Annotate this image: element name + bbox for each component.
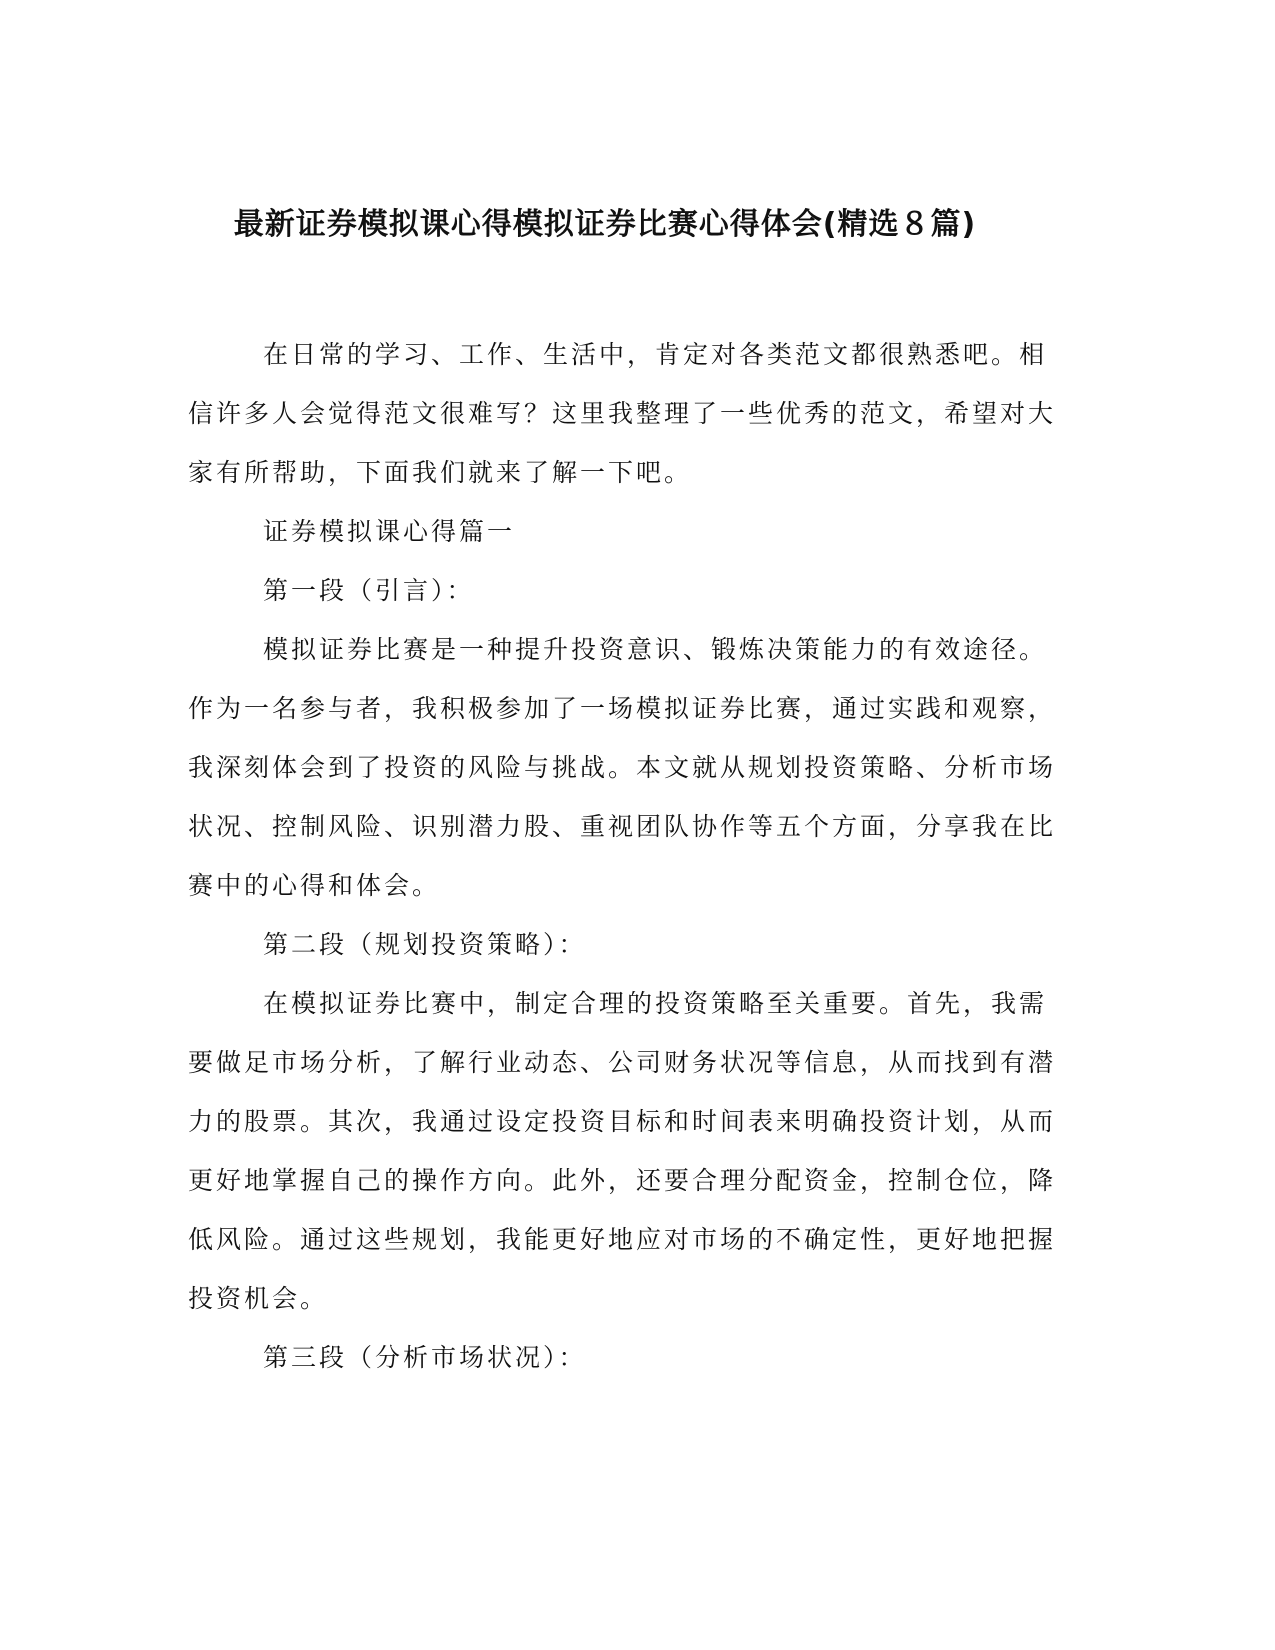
document-body xyxy=(188,325,1068,1387)
part2-heading: 第二段（规划投资策略）： xyxy=(263,930,587,959)
part2-paragraph: 在模拟证券比赛中，制定合理的投资策略至关重要。首先，我需要做足市场分析，了解行业动态、公司财务状况等信息，从而找到有潜力的股票。其次，我通过设定投资目标和时间表来明确投资计划，从而更好地掌握自己的操作方向。此外，还要合理分配资金，控制仓位，降低风险。通过这些规划，我能更好地应对市场的不确定性，更好地把握投资机会。 xyxy=(188,989,1057,1313)
part3-heading: 第三段（分析市场状况）： xyxy=(263,1343,587,1372)
part1-heading: 第一段（引言）： xyxy=(263,576,475,605)
section-heading: 证券模拟课心得篇一 xyxy=(263,517,516,546)
part1-paragraph: 模拟证券比赛是一种提升投资意识、锻炼决策能力的有效途径。作为一名参与者，我积极参加了一场模拟证券比赛，通过实践和观察，我深刻体会到了投资的风险与挑战。本文就从规划投资策略、分析市场状况、控制风险、识别潜力股、重视团队协作等五个方面，分享我在比赛中的心得和体会。 xyxy=(188,635,1057,900)
intro-paragraph: 在日常的学习、工作、生活中，肯定对各类范文都很熟悉吧。相信许多人会觉得范文很难写？这里我整理了一些优秀的范文，希望对大家有所帮助，下面我们就来了解一下吧。 xyxy=(188,340,1057,487)
document-title: 最新证券模拟课心得模拟证券比赛心得体会(精选８篇) xyxy=(233,207,977,242)
